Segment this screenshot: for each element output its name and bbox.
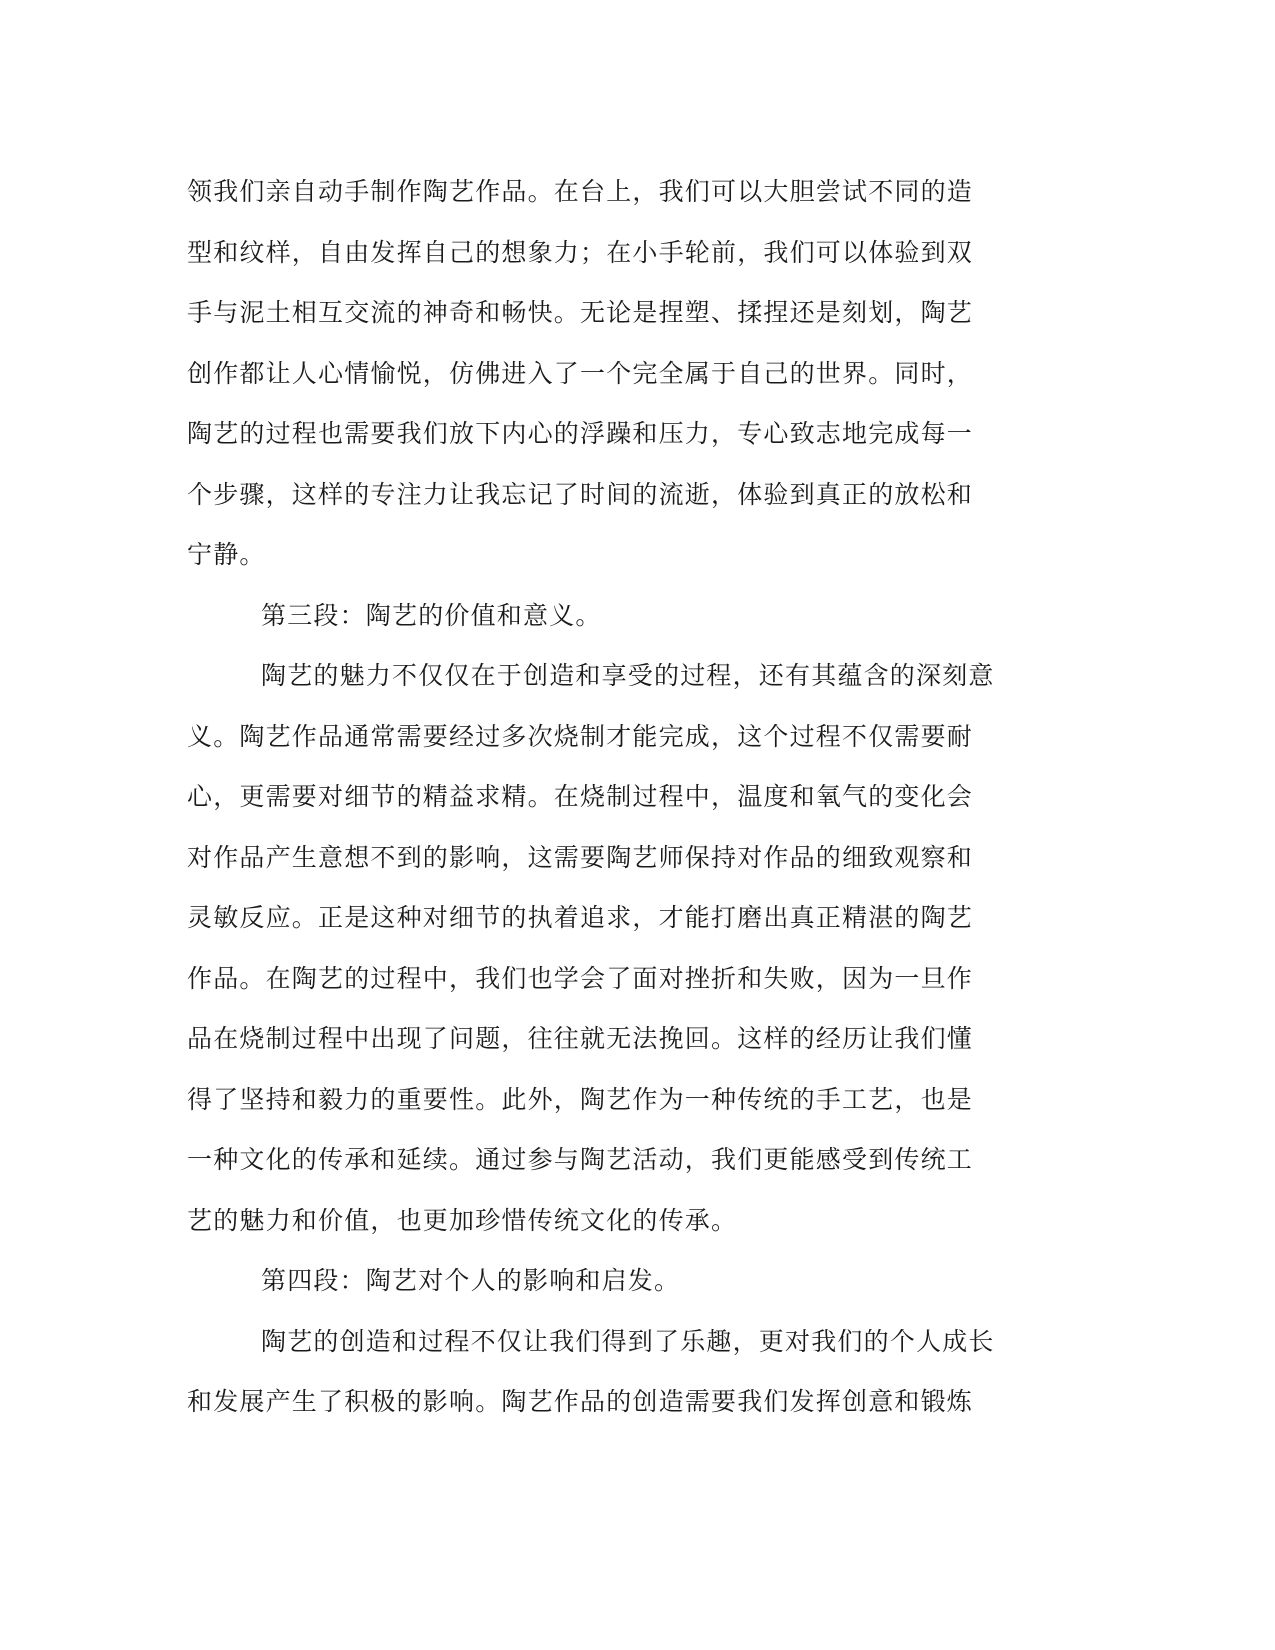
body-text-line: 型和纹样，自由发挥自己的想象力；在小手轮前，我们可以体验到双 bbox=[187, 237, 974, 267]
body-text-line: 和发展产生了积极的影响。陶艺作品的创造需要我们发挥创意和锻炼 bbox=[187, 1387, 974, 1416]
body-text-line: 艺的魅力和价值，也更加珍惜传统文化的传承。 bbox=[187, 1205, 738, 1235]
body-text-line: 心，更需要对细节的精益求精。在烧制过程中，温度和氧气的变化会 bbox=[187, 782, 974, 811]
body-text-line: 作品。在陶艺的过程中，我们也学会了面对挫折和失败，因为一旦作 bbox=[187, 963, 974, 993]
body-text-line: 陶艺的魅力不仅仅在于创造和享受的过程，还有其蕴含的深刻意 bbox=[261, 661, 995, 690]
body-text-line: 陶艺的创造和过程不仅让我们得到了乐趣，更对我们的个人成长 bbox=[261, 1326, 995, 1356]
body-text-line: 个步骤，这样的专注力让我忘记了时间的流逝，体验到真正的放松和 bbox=[187, 479, 974, 509]
body-text-line: 手与泥土相互交流的神奇和畅快。无论是捏塑、揉捏还是刻划，陶艺 bbox=[187, 298, 974, 327]
body-text-line: 陶艺的过程也需要我们放下内心的浮躁和压力，专心致志地完成每一 bbox=[187, 419, 974, 448]
body-text-line: 灵敏反应。正是这种对细节的执着追求，才能打磨出真正精湛的陶艺 bbox=[187, 903, 974, 932]
body-text-line: 一种文化的传承和延续。通过参与陶艺活动，我们更能感受到传统工 bbox=[187, 1145, 974, 1174]
section-heading-4: 第四段：陶艺对个人的影响和启发。 bbox=[261, 1266, 681, 1295]
body-text-line: 宁静。 bbox=[187, 540, 266, 569]
body-text-line: 创作都让人心情愉悦，仿佛进入了一个完全属于自己的世界。同时， bbox=[187, 358, 974, 388]
section-heading-3: 第三段：陶艺的价值和意义。 bbox=[261, 600, 602, 630]
body-text-line: 义。陶艺作品通常需要经过多次烧制才能完成，这个过程不仅需要耐 bbox=[187, 721, 974, 751]
body-text-line: 对作品产生意想不到的影响，这需要陶艺师保持对作品的细致观察和 bbox=[187, 842, 974, 872]
body-text-line: 得了坚持和毅力的重要性。此外，陶艺作为一种传统的手工艺，也是 bbox=[187, 1084, 974, 1114]
body-text-line: 领我们亲自动手制作陶艺作品。在台上，我们可以大胆尝试不同的造 bbox=[187, 177, 974, 206]
document-body bbox=[187, 162, 1087, 1433]
body-text-line: 品在烧制过程中出现了问题，往往就无法挽回。这样的经历让我们懂 bbox=[187, 1024, 974, 1053]
